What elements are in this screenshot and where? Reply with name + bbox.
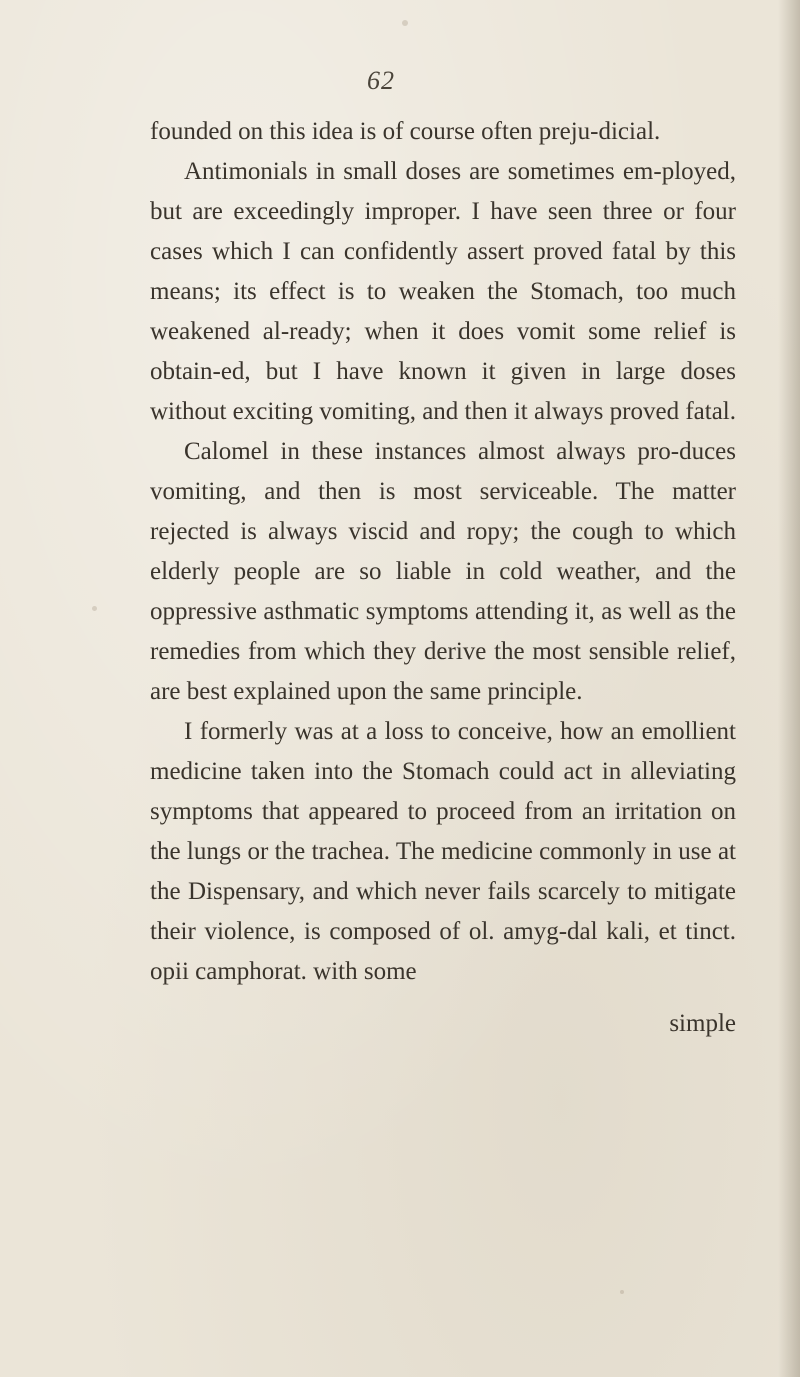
page-number: 62 [367,66,395,95]
body-text [150,112,736,992]
paper-stain [620,1290,624,1294]
paragraph: Antimonials in small doses are sometimes em-ployed, but are exceedingly improper. I have seen three or four cases which I can confidently assert proved fatal by this means; its effect is to weaken the Stomach, too much weakened al-ready; when it does vomit some relief is obtain-ed, but I have known it given in large doses without exciting vomiting, and then it always proved fatal. [150,158,736,425]
page-edge-shadow [778,0,800,1377]
paper-stain [92,606,97,611]
paper-stain [402,20,408,26]
paragraph: Calomel in these instances almost always pro-duces vomiting, and then is most serviceable. The matter rejected is always viscid and ropy; the cough to which elderly people are so liable in cold weather, and the oppressive asthmatic symptoms attending it, as well as the remedies from which they derive the most sensible relief, are best explained upon the same principle. [150,438,736,705]
paragraph: I formerly was at a loss to conceive, how an emollient medicine taken into the Stomach could act in alleviating symptoms that appeared to proceed from an irritation on the lungs or the trachea. The medicine commonly in use at the Dispensary, and which never fails scarcely to mitigate their violence, is composed of ol. amyg-dal kali, et tinct. opii camphorat. with some [150,718,736,985]
paragraph: founded on this idea is of course often preju-dicial. [150,118,661,145]
catchword: simple [669,1010,736,1037]
